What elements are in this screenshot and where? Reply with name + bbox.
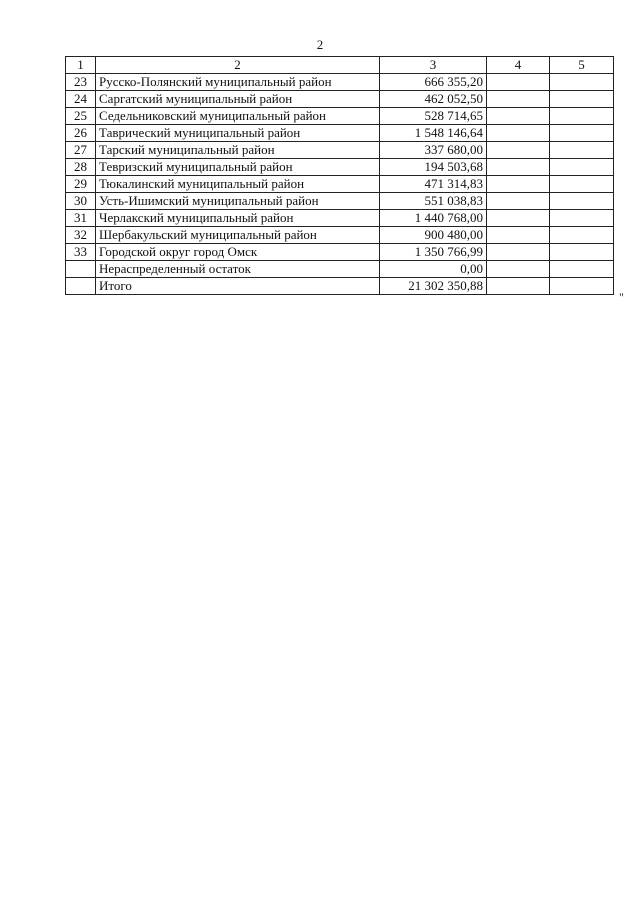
amount-cell: 21 302 350,88 — [380, 278, 487, 295]
empty-cell-col5 — [550, 159, 614, 176]
table-row — [66, 210, 614, 227]
empty-cell-col5 — [550, 193, 614, 210]
district-name-cell: Нераспределенный остаток — [96, 261, 380, 278]
table-row — [66, 176, 614, 193]
empty-cell-col5 — [550, 108, 614, 125]
district-name-cell: Тарский муниципальный район — [96, 142, 380, 159]
empty-cell-col5 — [550, 176, 614, 193]
amount-cell: 1 440 768,00 — [380, 210, 487, 227]
amount-cell: 1 350 766,99 — [380, 244, 487, 261]
district-name-cell: Тевризский муниципальный район — [96, 159, 380, 176]
column-header: 5 — [550, 57, 614, 74]
district-name-cell: Итого — [96, 278, 380, 295]
row-number-cell: 30 — [66, 193, 96, 210]
table-row — [66, 74, 614, 91]
table-header-row — [66, 57, 614, 74]
district-name-cell: Саргатский муниципальный район — [96, 91, 380, 108]
page-number: 2 — [316, 37, 324, 52]
row-number-cell: 23 — [66, 74, 96, 91]
distribution-table — [65, 56, 614, 295]
table-row — [66, 108, 614, 125]
empty-cell-col4 — [487, 210, 550, 227]
table-body — [66, 57, 614, 295]
empty-cell-col5 — [550, 142, 614, 159]
row-number-cell: 27 — [66, 142, 96, 159]
empty-cell-col5 — [550, 74, 614, 91]
row-number-cell: 25 — [66, 108, 96, 125]
district-name-cell: Таврический муниципальный район — [96, 125, 380, 142]
amount-cell: 900 480,00 — [380, 227, 487, 244]
amount-cell: 462 052,50 — [380, 91, 487, 108]
district-name-cell: Шербакульский муниципальный район — [96, 227, 380, 244]
amount-cell: 666 355,20 — [380, 74, 487, 91]
amount-cell: 0,00 — [380, 261, 487, 278]
row-number-cell: 32 — [66, 227, 96, 244]
row-number-cell: 24 — [66, 91, 96, 108]
empty-cell-col4 — [487, 91, 550, 108]
table-row — [66, 125, 614, 142]
empty-cell-col4 — [487, 193, 550, 210]
table-row — [66, 227, 614, 244]
row-number-cell — [66, 278, 96, 295]
empty-cell-col4 — [487, 176, 550, 193]
district-name-cell: Усть-Ишимский муниципальный район — [96, 193, 380, 210]
empty-cell-col5 — [550, 244, 614, 261]
amount-cell: 194 503,68 — [380, 159, 487, 176]
empty-cell-col4 — [487, 227, 550, 244]
district-name-cell: Тюкалинский муниципальный район — [96, 176, 380, 193]
district-name-cell: Седельниковский муниципальный район — [96, 108, 380, 125]
empty-cell-col5 — [550, 210, 614, 227]
empty-cell-col4 — [487, 142, 550, 159]
row-number-cell: 33 — [66, 244, 96, 261]
amount-cell: 528 714,65 — [380, 108, 487, 125]
row-number-cell: 26 — [66, 125, 96, 142]
column-header: 1 — [66, 57, 96, 74]
empty-cell-col5 — [550, 261, 614, 278]
table-row — [66, 244, 614, 261]
empty-cell-col4 — [487, 261, 550, 278]
empty-cell-col5 — [550, 125, 614, 142]
row-number-cell — [66, 261, 96, 278]
table-row — [66, 278, 614, 295]
empty-cell-col4 — [487, 244, 550, 261]
amount-cell: 471 314,83 — [380, 176, 487, 193]
amount-cell: 551 038,83 — [380, 193, 487, 210]
column-header: 4 — [487, 57, 550, 74]
column-header: 2 — [96, 57, 380, 74]
table-row — [66, 142, 614, 159]
table-row — [66, 159, 614, 176]
empty-cell-col5 — [550, 278, 614, 295]
empty-cell-col4 — [487, 125, 550, 142]
column-header: 3 — [380, 57, 487, 74]
row-number-cell: 28 — [66, 159, 96, 176]
empty-cell-col5 — [550, 91, 614, 108]
district-name-cell: Черлакский муниципальный район — [96, 210, 380, 227]
closing-quote: " — [619, 290, 624, 304]
empty-cell-col4 — [487, 108, 550, 125]
empty-cell-col4 — [487, 159, 550, 176]
table-row — [66, 193, 614, 210]
table-row — [66, 91, 614, 108]
row-number-cell: 31 — [66, 210, 96, 227]
empty-cell-col4 — [487, 74, 550, 91]
district-name-cell: Русско-Полянский муниципальный район — [96, 74, 380, 91]
empty-cell-col5 — [550, 227, 614, 244]
table-row — [66, 261, 614, 278]
empty-cell-col4 — [487, 278, 550, 295]
row-number-cell: 29 — [66, 176, 96, 193]
amount-cell: 1 548 146,64 — [380, 125, 487, 142]
district-name-cell: Городской округ город Омск — [96, 244, 380, 261]
amount-cell: 337 680,00 — [380, 142, 487, 159]
